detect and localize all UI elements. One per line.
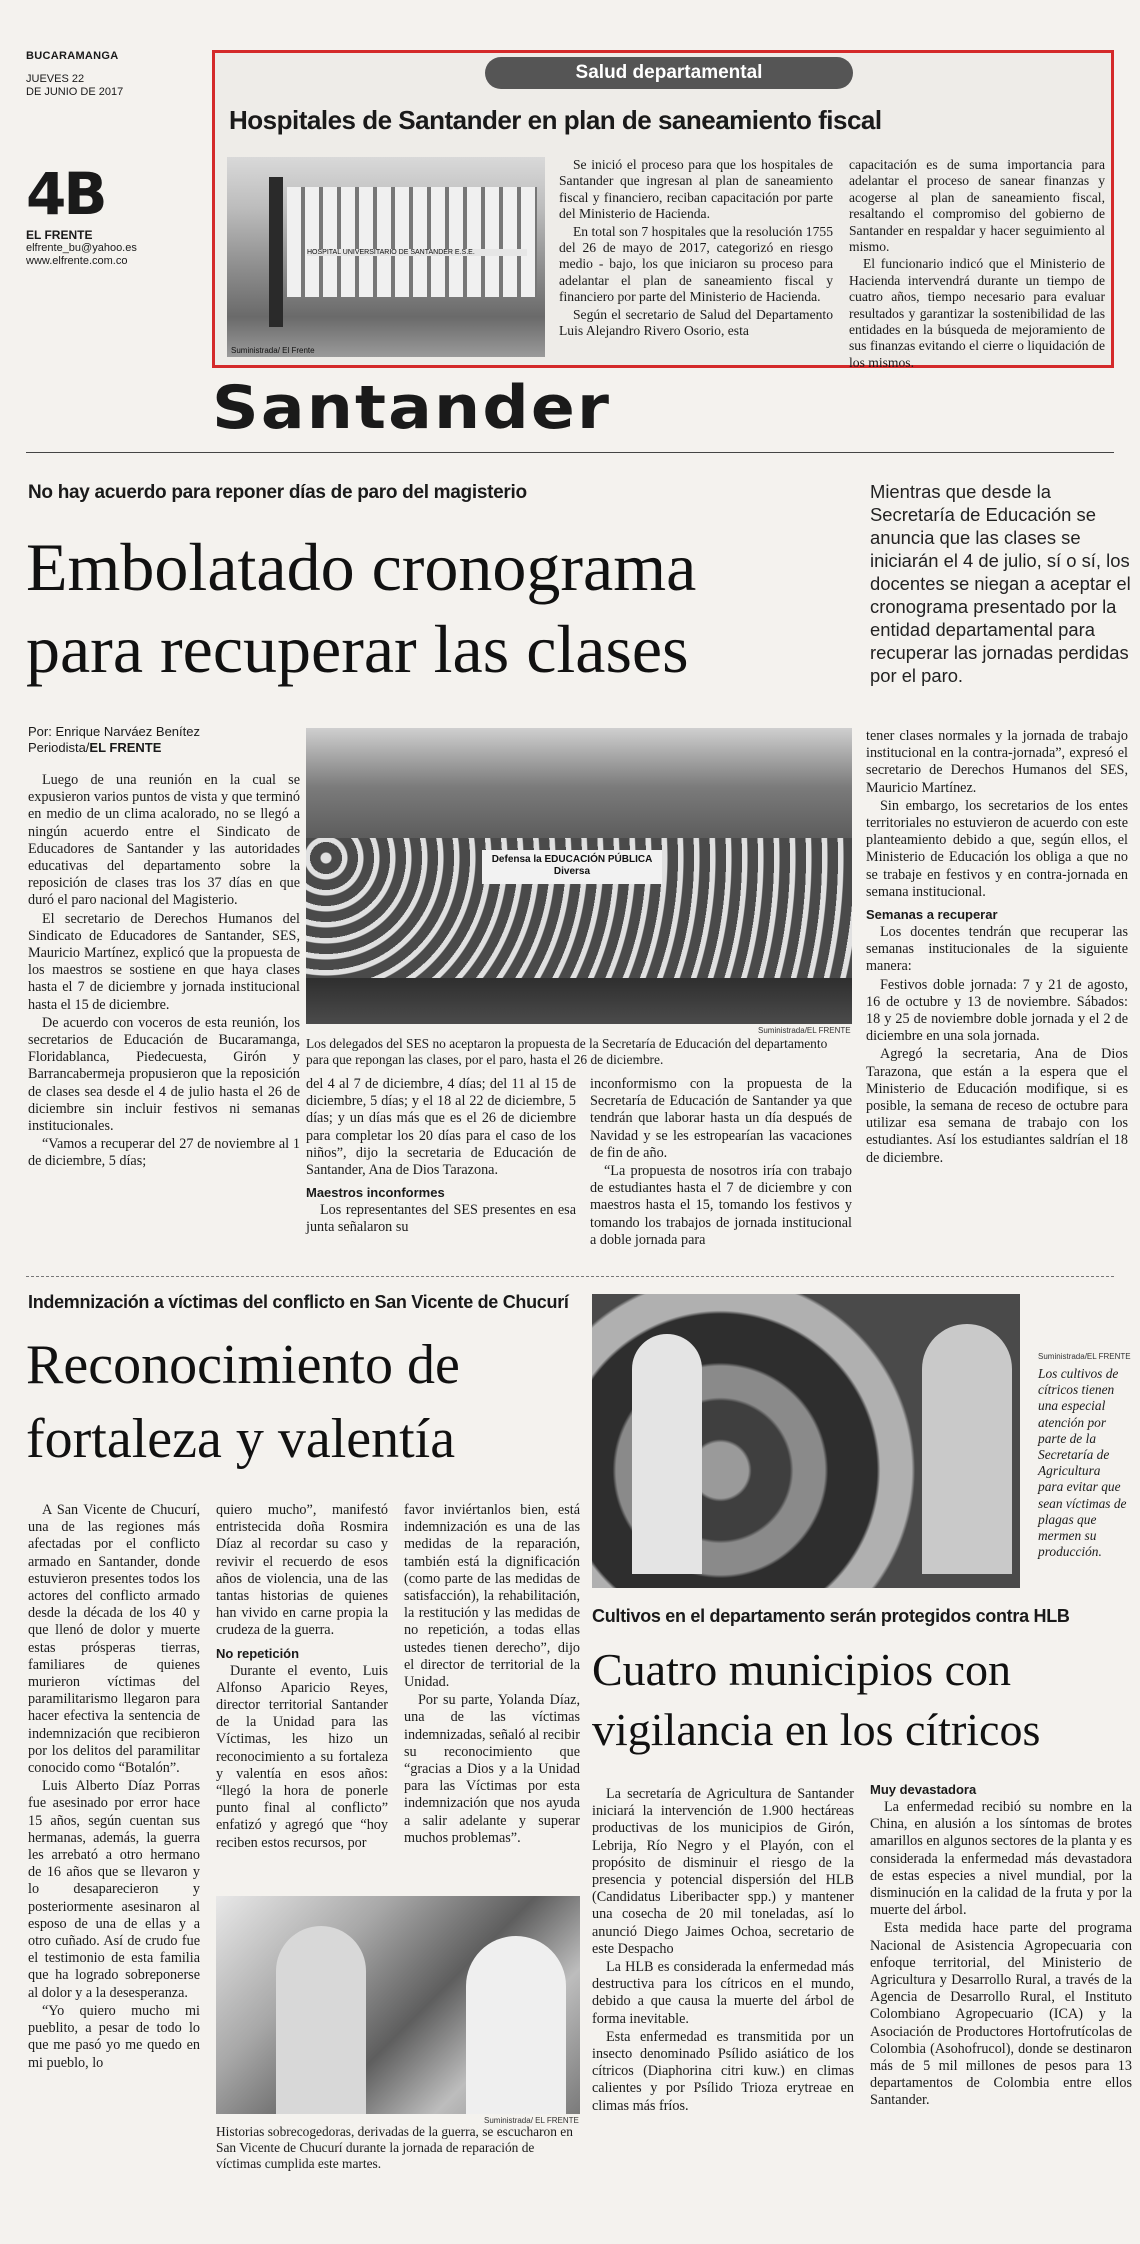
box-col2 bbox=[849, 157, 1105, 372]
subheading-maestros: Maestros inconformes bbox=[306, 1185, 445, 1201]
article3-headline-line1: Cuatro municipios con bbox=[592, 1644, 1012, 1695]
paragraph: De acuerdo con voceros de esta reunión, los secretarios de Educación de Bucaramanga, Floridablanca, Piedecuesta, Girón y Barrancabermeja propusieron que la reposición de clases sea desde el 4 de julio hasta el 26 de diciembre sin incluir festivos ni semanas institucionales. bbox=[28, 1014, 300, 1135]
paragraph: “Vamos a recuperar del 27 de noviembre al 1 de diciembre, 5 días; bbox=[28, 1136, 300, 1170]
article2-col3 bbox=[404, 1502, 580, 1848]
paragraph: El secretario de Derechos Humanos del Sindicato de Educadores de Santander, SES, Mauricio Martínez, explicó que la propuesta de los maestros se sostiene en que haya clases hasta el 7 de diciembre y jornada institucional hasta el 15 de diciembre. bbox=[28, 910, 300, 1013]
protest-photo bbox=[306, 728, 852, 1024]
date-label: DE JUNIO DE 2017 bbox=[26, 86, 124, 98]
article3-headline-line2: vigilancia en los cítricos bbox=[592, 1704, 1041, 1755]
byline-paper: EL FRENTE bbox=[89, 740, 162, 755]
paragraph: Los representantes del SES presentes en esa junta señalaron su bbox=[306, 1202, 576, 1236]
farmer-left bbox=[632, 1334, 702, 1574]
section-rule bbox=[26, 452, 1114, 453]
article1-kicker: No hay acuerdo para reponer días de paro del magisterio bbox=[28, 482, 527, 503]
subheading-semanas: Semanas a recuperar bbox=[866, 907, 998, 923]
paragraph: “La propuesta de nosotros iría con trabajo de estudiantes hasta el 7 de diciembre y con maestros hasta el 15, tomando los festivos y tomando los trabajos de jornada institucional a doble jornada para bbox=[590, 1163, 852, 1248]
paragraph: del 4 al 7 de diciembre, 4 días; del 11 al 15 de diciembre, 5 días; y el 18 al 22 de diciembre, 5 días; y un días más que es el 26 de diciembre para completar los 20 días para el caso de los niños”, dijo la secretaria de Educación de Santander, Ana de Dios Tarazona. bbox=[306, 1076, 576, 1179]
paper-name: EL FRENTE bbox=[26, 228, 93, 242]
farmer-right bbox=[922, 1324, 1012, 1574]
subheading-no-repeticion: No repetición bbox=[216, 1645, 300, 1661]
article-separator bbox=[26, 1276, 1114, 1277]
article1-col3 bbox=[590, 1076, 852, 1250]
paragraph: Luis Alberto Díaz Porras fue asesinado por error hace 15 años, según cuentan sus hermanas, además, la guerra les arrebató a otro hermano de 16 años que se llevaron y lo desaparecieron y posteriormente asesinaron al esposo de una de ellas y a otro cuñado. Así de crudo fue el testimonio de esta familia que ha logrado sobreponerse al dolor y a la desesperanza. bbox=[28, 1778, 200, 2001]
paragraph: Según el secretario de Salud del Departamento Luis Alejandro Rivero Osorio, esta bbox=[559, 306, 833, 339]
paragraph: El funcionario indicó que el Ministerio de Hacienda intervendrá durante un tiempo de cuatro años, tiempo necesario para evaluar resultados y garantizar la sostenibilidad de las entidades en la búsqueda de mejoramiento de sus finanzas evitando el cierre o liquidación de los mismos. bbox=[849, 256, 1105, 370]
article1-headline-line1: Embolatado cronograma bbox=[26, 529, 697, 605]
article3-col1 bbox=[592, 1786, 854, 2116]
paragraph: favor inviértanlos bien, está indemnización es una de las medidas de la reparación, también está la dignificación (como parte de las medidas de satisfacción), la rehabilitación, la restitución y las medidas de no repetición, a todas ellas ustedes tienen derecho”, dijo el director de territorial de la Unidad. bbox=[404, 1502, 580, 1691]
paragraph: Festivos doble jornada: 7 y 21 de agosto, 16 de octubre y 13 de noviembre. Sábados: 18 y 25 de noviembre doble jornada y el 2 de diciembre en una sola jornada. bbox=[866, 976, 1128, 1045]
paragraph: En total son 7 hospitales que la resolución 1755 del 26 de mayo de 2017, categorizó en riesgo medio - bajo, los que iniciaron su proceso para adelantar el plan de saneamiento fiscal y financiero por parte del Ministerio de Hacienda. bbox=[559, 223, 833, 305]
article2-caption: Historias sobrecogedoras, derivadas de la guerra, se escucharon en San Vicente de Chucurí durante la jornada de reparación de víctimas cumplida este martes. bbox=[216, 2124, 573, 2171]
box-label-text: Salud departamental bbox=[575, 62, 763, 83]
paragraph: Agregó la secretaria, Ana de Dios Tarazona, que están a la espera que el Ministerio de Educación modifique, si es posible, la semana de receso de octubre para utilizar esa semana de trabajo con los estudiantes. Así los estudiantes saldrían el 18 de diciembre. bbox=[866, 1046, 1128, 1166]
paper-email[interactable]: elfrente_bu@yahoo.es bbox=[26, 242, 137, 254]
article2-kicker: Indemnización a víctimas del conflicto en San Vicente de Chucurí bbox=[28, 1292, 569, 1312]
paragraph: La HLB es considerada la enfermedad más destructiva para los cítricos en el mundo, debido a que causa la muerte del árbol de forma inevitable. bbox=[592, 1959, 854, 2027]
box-label bbox=[485, 57, 853, 89]
paragraph: Esta medida hace parte del programa Nacional de Asistencia Agropecuaria con enfoque territorial, del Ministerio de Agricultura y Desarrollo Rural, a través de la Agencia de Desarrollo Rural, el Instituto Colombiano Agropecuario (ICA) y la Asociación de Productores Hortofrutícolas de Colombia (Asohofrucol), donde se destinaron más de 5 mil millones de pesos para 13 departamentos de Colombia entre ellos Santander. bbox=[870, 1920, 1132, 2109]
article2-headline bbox=[26, 1328, 586, 1476]
article2-headline-line2: fortaleza y valentía bbox=[26, 1408, 456, 1470]
weekday-label: JUEVES 22 bbox=[26, 73, 85, 85]
paragraph: La enfermedad recibió su nombre en la China, en alusión a los síntomas de brotes amarillos en algunos sectores de la planta y es considerada la enfermedad más devastadora de estas especies a nivel mundial, por la disminución en la calidad de la fruta y por la muerte del árbol. bbox=[870, 1799, 1132, 1919]
paragraph: inconformismo con la propuesta de la Secretaría de Educación de Santander ya que tendrán que laborar hasta un día después de Navidad y se les estropearían las vacaciones de fin de año. bbox=[590, 1076, 852, 1161]
article1-col1 bbox=[28, 772, 300, 1172]
article3-kicker: Cultivos en el departamento serán protegidos contra HLB bbox=[592, 1606, 1070, 1626]
paragraph: Esta enfermedad es transmitida por un insecto denominado Psílido asiático de los cítricos (Diaphorina citri kuw.) en climas calientes y por Psílido Trioza erytreae en climas más fríos. bbox=[592, 2028, 854, 2114]
paragraph: tener clases normales y la jornada de trabajo institucional en la contra-jornada”, expresó el secretario de Derechos Humanos del SES, Mauricio Martínez. bbox=[866, 728, 1128, 796]
box-photo-credit: Suministrada/ El Frente bbox=[231, 346, 315, 355]
article3-col2 bbox=[870, 1782, 1132, 2111]
article2-headline-line1: Reconocimiento de bbox=[26, 1334, 460, 1396]
paragraph: quiero mucho”, manifestó entristecida doña Rosmira Díaz al recordar su caso y revivir el recuerdo de esos años de violencia, una de las tantas historias de quienes han vivido en carne propia la crudeza de la guerra. bbox=[216, 1502, 388, 1639]
city-label: BUCARAMANGA bbox=[26, 50, 119, 62]
article1-col2 bbox=[306, 1076, 576, 1238]
hospital-photo bbox=[227, 157, 545, 357]
paragraph: “Yo quiero mucho mi pueblito, a pesar de todo lo que me pasó yo me quedo en mi pueblo, lo bbox=[28, 2002, 200, 2071]
section-title: Santander bbox=[212, 373, 612, 443]
paragraph: Los docentes tendrán que recuperar las semanas institucionales de la siguiente manera: bbox=[866, 924, 1128, 975]
paragraph: capacitación es de suma importancia para adelantar el proceso de sanear finanzas y acogerse al plan de saneamiento fiscal, resaltando el compromiso del gobierno de Santander en respaldar y hacer seguimiento al mismo. bbox=[849, 157, 1105, 255]
article2-photo-credit: Suministrada/ EL FRENTE bbox=[484, 2116, 579, 2125]
byline-role: Periodista/ bbox=[28, 740, 90, 755]
article1-byline bbox=[28, 724, 308, 756]
article1-col4 bbox=[866, 728, 1128, 1168]
subheading-muy-devastadora: Muy devastadora bbox=[870, 1782, 977, 1797]
health-box bbox=[212, 50, 1114, 368]
paragraph: Sin embargo, los secretarios de los entes territoriales no estuvieron de acuerdo con este planteamiento debido a que, según ellos, el Ministerio de Educación los obliga a que no se trabaje en festivos y en contra-jornada en semana institucional. bbox=[866, 797, 1128, 900]
article1-deck: Mientras que desde la Secretaría de Educación se anuncia que las clases se iniciarán el 4 de julio, sí o sí, los docentes se niegan a aceptar el cronograma presentado por la entidad departamental para recuperar las jornadas perdidas por el paro. bbox=[870, 481, 1131, 686]
article3-side-caption: Los cultivos de cítricos tienen una especial atención por parte de la Secretaría de Agricultura para evitar que sean víctimas de plagas que mermen su producción. bbox=[1038, 1366, 1127, 1560]
article1-caption: Los delegados del SES no aceptaron la propuesta de la Secretaría de Educación del departamento para que repongan las clases, por el paro, hasta el 26 de diciembre. bbox=[306, 1036, 828, 1067]
article1-headline-line2: para recuperar las clases bbox=[26, 611, 689, 687]
person-right bbox=[466, 1936, 566, 2114]
paragraph: A San Vicente de Chucurí, una de las regiones más afectadas por el conflicto armado en Santander, donde estuvieron presentes todos los actores del conflicto armado desde la década de los 40 y que llenó de dolor y muerte estas prósperas tierras, familiares de quienes murieron víctimas del paramilitarismo llegaron para hacer efectiva la sentencia de indemnización que recibieron por los delitos del paramilitar conocido como “Botalón”. bbox=[28, 1502, 200, 1777]
protest-banner: Defensa la EDUCACIÓN PÚBLICA Diversa bbox=[482, 850, 662, 884]
cross-post bbox=[269, 177, 283, 327]
paragraph: Luego de una reunión en la cual se expusieron varios puntos de vista y que terminó en medio de un clima acalorado, no se llegó a ningún acuerdo entre el Sindicato de Educadores de Santander y las autoridades educativas del departamento sobre la reposición de clases tras los 37 días en que duró el paro nacional del Magisterio. bbox=[28, 772, 300, 909]
page-number: 4B bbox=[26, 160, 105, 228]
hospital-sign: HOSPITAL UNIVERSITARIO DE SANTANDER E.S.E. bbox=[307, 249, 527, 256]
paragraph: La secretaría de Agricultura de Santander iniciará la intervención de 1.900 hectáreas productivas de los municipios de Girón, Lebrija, Río Negro y el Playón, con el propósito de disminuir el riesgo de la presencia y potencial dispersión del HLB (Candidatus Liberibacter spp.) y mantener una cosecha de 20 mil toneladas, así lo anunció Diego Jaimes Ochoa, secretario de este Despacho bbox=[592, 1786, 854, 1957]
article3-headline bbox=[592, 1640, 1132, 1760]
box-col1 bbox=[559, 157, 833, 340]
paragraph: Por su parte, Yolanda Díaz, una de las víctimas indemnizadas, señaló al recibir su reconocimiento que “gracias a Dios y a la Unidad para las Víctimas por esta indemnización que nos ayuda a salir adelante y superar muchos problemas”. bbox=[404, 1692, 580, 1846]
byline-author: Por: Enrique Narváez Benítez bbox=[28, 724, 200, 739]
paragraph: Durante el evento, Luis Alfonso Aparicio Reyes, director territorial Santander de la Unidad para las Víctimas, les hizo un reconocimiento a su fortaleza y valentía en esos años: “llegó la hora de ponerle punto final al conflicto” enfatizó y agregó que “hoy reciben estos recursos, por bbox=[216, 1662, 388, 1851]
article1-headline bbox=[26, 526, 866, 690]
masthead-info bbox=[26, 50, 206, 268]
article1-photo-credit: Suministrada/EL FRENTE bbox=[758, 1026, 851, 1035]
article2-col1 bbox=[28, 1502, 200, 2073]
citrus-photo bbox=[592, 1294, 1020, 1588]
hospital-building bbox=[287, 187, 537, 297]
paragraph: Se inició el proceso para que los hospitales de Santander que ingresan al plan de saneamiento fiscal y financiero, reciban capacitación por parte del Ministerio de Hacienda. bbox=[559, 157, 833, 222]
paper-web[interactable]: www.elfrente.com.co bbox=[26, 255, 128, 267]
person-left bbox=[276, 1926, 366, 2114]
article3-photo-credit: Suministrada/EL FRENTE bbox=[1038, 1352, 1131, 1361]
victims-photo bbox=[216, 1896, 580, 2114]
article2-col2 bbox=[216, 1502, 388, 1853]
box-headline: Hospitales de Santander en plan de saneamiento fiscal bbox=[229, 105, 882, 135]
